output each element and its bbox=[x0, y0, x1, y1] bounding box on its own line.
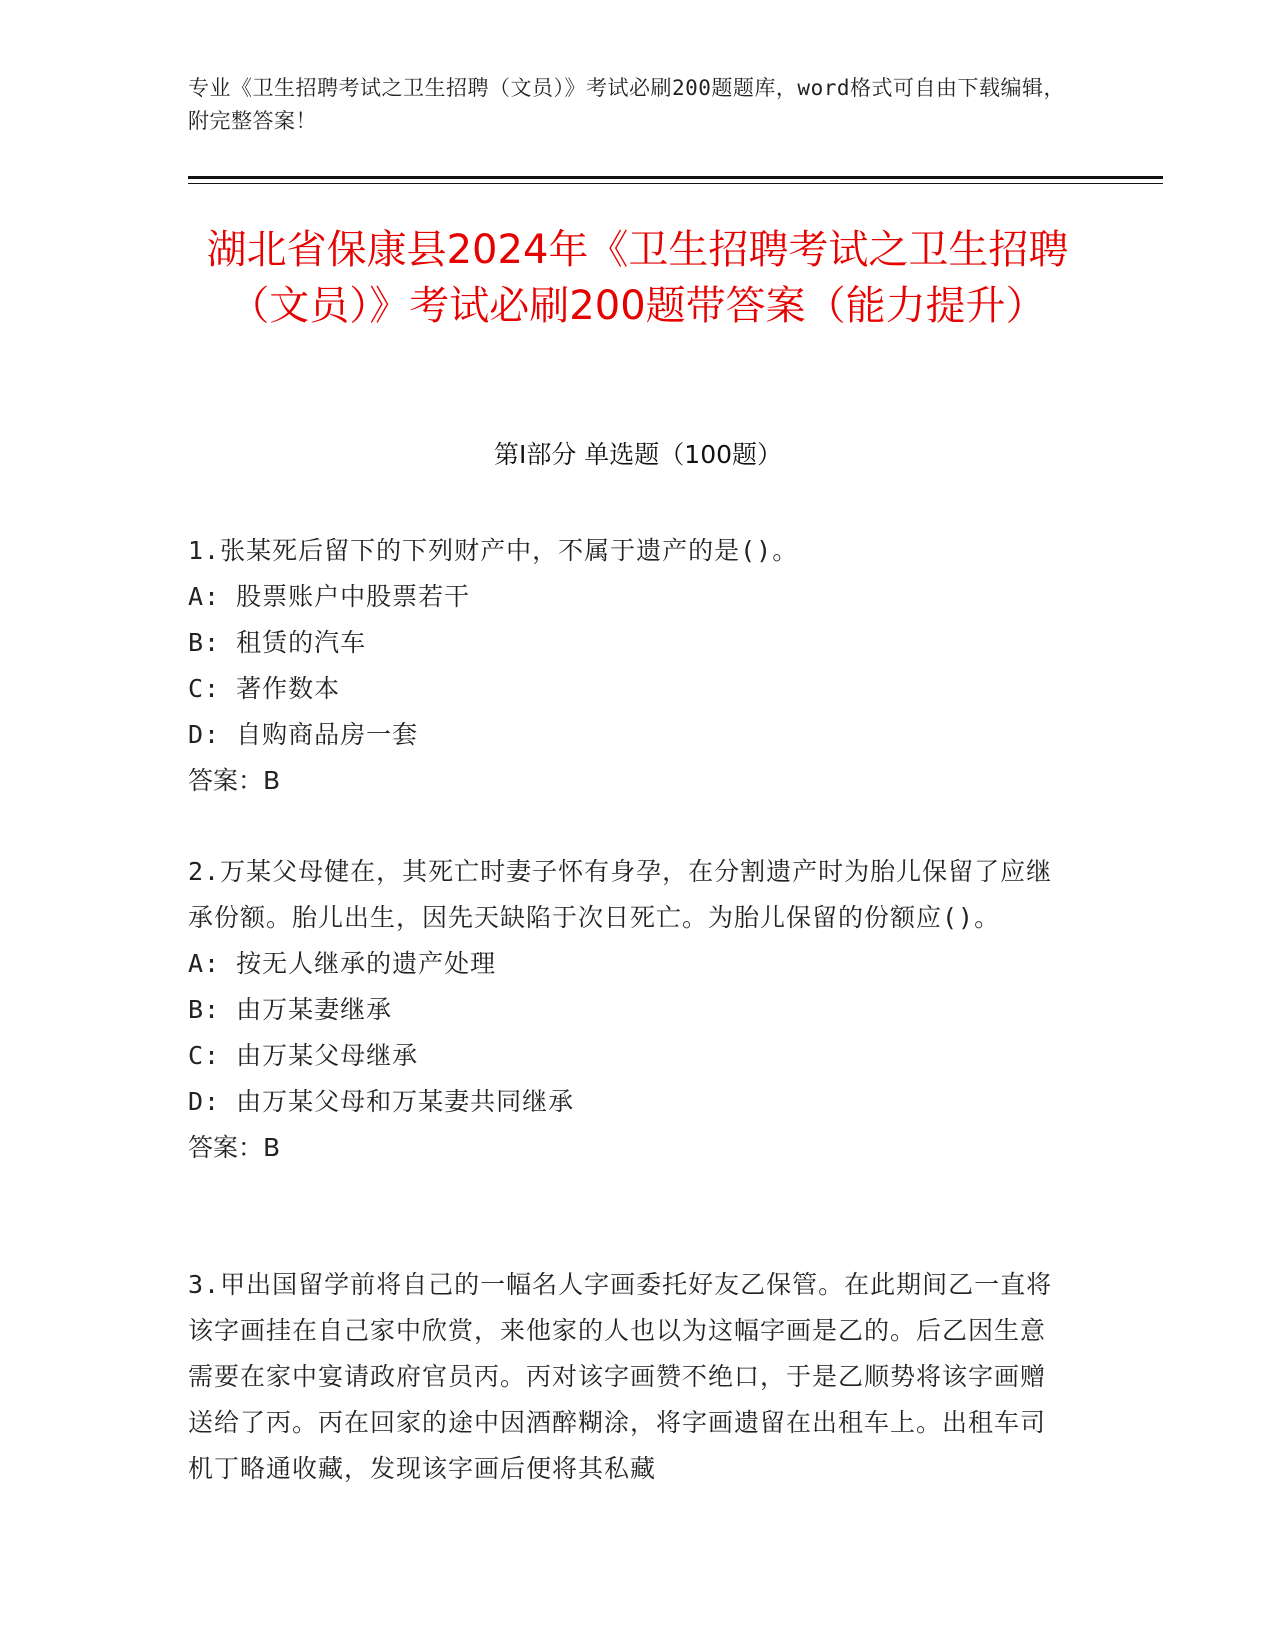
question-1 bbox=[188, 528, 1068, 804]
option-d: D: 自购商品房一套 bbox=[188, 720, 419, 749]
option-b: B: 由万某妻继承 bbox=[188, 995, 393, 1024]
question-2 bbox=[188, 849, 1068, 1171]
question-stem: 3.甲出国留学前将自己的一幅名人字画委托好友乙保管。在此期间乙一直将该字画挂在自己家中欣赏，来他家的人也以为这幅字画是乙的。后乙因生意需要在家中宴请政府官员丙。丙对该字画赞不绝口，于是乙顺势将该字画赠送给了丙。丙在回家的途中因酒醉糊涂，将字画遗留在出租车上。出租车司机丁略通收藏，发现该字画后便将其私藏 bbox=[188, 1270, 1053, 1483]
answer: 答案：B bbox=[188, 766, 281, 795]
answer: 答案：B bbox=[188, 1133, 281, 1162]
option-a: A: 股票账户中股票若干 bbox=[188, 582, 471, 611]
section-heading: 第Ⅰ部分 单选题（100题） bbox=[493, 440, 783, 469]
header-divider-thin bbox=[188, 183, 1163, 184]
option-c: C: 由万某父母继承 bbox=[188, 1041, 419, 1070]
document-title: 湖北省保康县2024年《卫生招聘考试之卫生招聘（文员）》考试必刷200题带答案（能力提升） bbox=[206, 227, 1069, 329]
question-stem: 2.万某父母健在，其死亡时妻子怀有身孕，在分割遗产时为胎儿保留了应继承份额。胎儿出生，因先天缺陷于次日死亡。为胎儿保留的份额应()。 bbox=[188, 857, 1053, 932]
question-stem: 1.张某死后留下的下列财产中，不属于遗产的是()。 bbox=[188, 536, 799, 565]
option-b: B: 租赁的汽车 bbox=[188, 628, 367, 657]
question-3 bbox=[188, 1262, 1068, 1492]
option-a: A: 按无人继承的遗产处理 bbox=[188, 949, 497, 978]
option-c: C: 著作数本 bbox=[188, 674, 341, 703]
header-note: 专业《卫生招聘考试之卫生招聘（文员）》考试必刷200题题库，word格式可自由下载编辑，附完整答案！ bbox=[188, 76, 1065, 133]
header-divider-thick bbox=[188, 176, 1163, 179]
option-d: D: 由万某父母和万某妻共同继承 bbox=[188, 1087, 575, 1116]
